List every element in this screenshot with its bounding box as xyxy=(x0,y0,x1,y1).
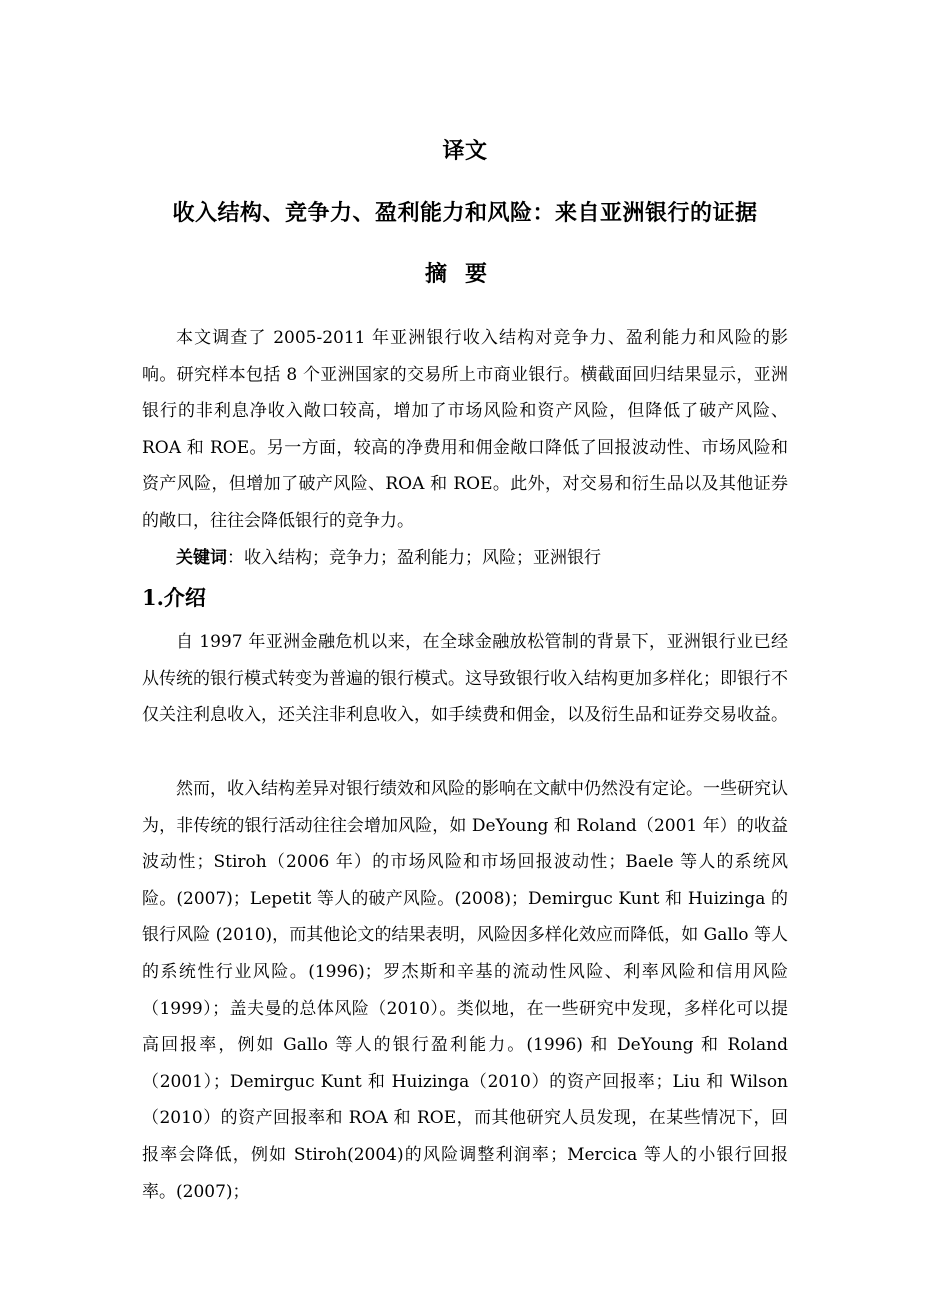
abstract-paragraph: 本文调查了 2005-2011 年亚洲银行收入结构对竞争力、盈利能力和风险的影响。研究样本包括 8 个亚洲国家的交易所上市商业银行。横截面回归结果显示，亚洲银行的非利息净收入敞口较高，增加了市场风险和资产风险，但降低了破产风险、ROA 和 ROE。另一方面，较高的净费用和佣金敞口降低了回报波动性、市场风险和资产风险，但增加了破产风险、ROA 和 ROE。此外，对交易和衍生品以及其他证券的敞口，往往会降低银行的竞争力。 xyxy=(142,328,788,531)
document-title: 收入结构、竞争力、盈利能力和风险：来自亚洲银行的证据 xyxy=(172,200,758,226)
keywords-label: 关键词 xyxy=(176,548,227,568)
abstract-heading: 摘要 xyxy=(424,261,505,287)
keywords-text: ：收入结构；竞争力；盈利能力；风险；亚洲银行 xyxy=(227,548,601,568)
section-title-introduction: 1.介绍 xyxy=(142,585,206,610)
intro-paragraph: 然而，收入结构差异对银行绩效和风险的影响在文献中仍然没有定论。一些研究认为，非传统的银行活动往往会增加风险，如 DeYoung 和 Roland（2001 年）的收益波动性；Stiroh（2006 年）的市场风险和市场回报波动性；Baele 等人的系统风险。(2007)；Lepetit 等人的破产风险。(2008)；Demirguc Kunt 和 Huizinga 的银行风险 (2010)，而其他论文的结果表明，风险因多样化效应而降低，如 Gallo 等人的系统性行业风险。(1996)；罗杰斯和辛基的流动性风险、利率风险和信用风险（1999）；盖夫曼的总体风险（2010）。类似地，在一些研究中发现，多样化可以提高回报率，例如 Gallo 等人的银行盈利能力。(1996) 和 DeYoung 和 Roland（2001）；Demirguc Kunt 和 Huizinga（2010）的资产回报率；Liu 和 Wilson（2010）的资产回报率和 ROA 和 ROE，而其他研究人员发现，在某些情况下，回报率会降低，例如 Stiroh(2004)的风险调整利润率；Mercica 等人的小银行回报率。(2007)； xyxy=(142,779,788,1202)
intro-paragraph: 自 1997 年亚洲金融危机以来，在全球金融放松管制的背景下，亚洲银行业已经从传统的银行模式转变为普遍的银行模式。这导致银行收入结构更加多样化；即银行不仅关注利息收入，还关注非利息收入，如手续费和佣金，以及衍生品和证券交易收益。 xyxy=(142,632,788,726)
keywords-line xyxy=(142,540,788,577)
document-label: 译文 xyxy=(442,138,488,164)
